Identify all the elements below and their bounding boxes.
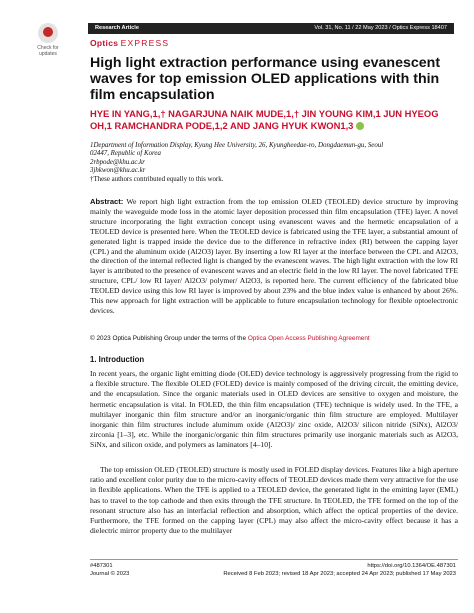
article-number: #487301 — [90, 563, 113, 569]
check-for-updates-badge[interactable] — [30, 23, 66, 75]
article-type-label: Research Article — [95, 25, 139, 31]
intro-paragraph: The top emission OLED (TEOLED) structure is mostly used in FOLED display devices. Features like a high aperture ratio and excellent color purity due to the micro-cavity effects of TEOLED devices made them very attractive for the use in flexible applications. When the TFE is applied to a TEOLED device, the generated light in the emitting layer (EML) has to travel to the top cathode and then exits through the TFE structure. In TEOLED, the TFE formed on the top of the resonant structure also has an interfacial reflection and absorption, which affect the optical properties of the device. Furthermore, the TFE formed on the capping layer (CPL) may also affect the micro-cavity effect because it has a dielectric mirror property due to the multilayer — [90, 465, 458, 536]
author-list — [90, 108, 462, 132]
publication-dates: Received 8 Feb 2023; revised 18 Apr 2023; accepted 24 Apr 2023; published 17 May 2023 — [223, 571, 456, 577]
open-access-link[interactable]: Optica Open Access Publishing Agreement — [247, 335, 370, 342]
affiliation-line: 02447, Republic of Korea — [90, 150, 161, 157]
article-header-bar — [88, 23, 454, 34]
footer-divider — [90, 559, 458, 560]
equal-contribution-note: †These authors contributed equally to this work. — [90, 176, 224, 183]
affiliation-email[interactable]: 3jhkwon@khu.ac.kr — [90, 167, 146, 174]
badge-text: Check for updates — [37, 45, 59, 57]
authors-text: HYE IN YANG,1,† NAGARJUNA NAIK MUDE,1,† JIN YOUNG KIM,1 JUN HYEOG OH,1 RAMCHANDRA PODE,1,2 AND JANG HYUK KWON1,3 — [90, 108, 439, 131]
abstract-text: We report high light extraction from the top emission OLED (TEOLED) device structure by improving mainly the waveguide mode loss in the atomic layer deposition processed thin film encapsulation (TFE) layer. A novel structure incorporating the light extraction concept using evanescent waves and the hermetic encapsulation of a TEOLED device is presented here. When the TEOLED device is fabricated using the TFE layer, a substantial amount of generated light is trapped inside the device due to the difference in refractive index (RI) between the capping layer (CPL) and the aluminum oxide (Al2O3) layer. By inserting a low RI layer at the interface between the CPL and Al2O3, the direction of the internal reflected light is changed by the evanescent waves. The high light extraction with the low RI layer is attributed to the presence of evanescent waves and an electric field in the low RI layer. The novel fabricated TFE structure, CPL/ low RI layer/ Al2O3/ polymer/ Al2O3, is reported here. The current efficiency of the fabricated blue TEOLED device using this low RI layer is improved by about 23% and the blue index value is enhanced by about 26%. This new approach for light extraction will be applicable to future encapsulation technology for flexible optoelectronic devices. — [90, 197, 458, 315]
footer-right — [223, 562, 456, 578]
copyright-text: © 2023 Optica Publishing Group under the terms of the — [90, 335, 247, 342]
logo-express: EXPRESS — [120, 38, 170, 48]
logo-optics: Optics — [90, 38, 119, 48]
footer-left — [90, 562, 129, 578]
citation-line: Vol. 31, No. 11 / 22 May 2023 / Optics Express 18407 — [314, 25, 447, 31]
copyright-line — [90, 335, 458, 342]
journal-logo — [90, 38, 169, 48]
section-heading: 1. Introduction — [90, 355, 145, 364]
update-icon — [38, 23, 58, 43]
doi-link[interactable]: https://doi.org/10.1364/OE.487301 — [367, 563, 456, 569]
journal-copyright: Journal © 2023 — [90, 571, 130, 577]
orcid-icon[interactable] — [356, 122, 364, 130]
affiliation-email[interactable]: 2rbpode@khu.ac.kr — [90, 159, 145, 166]
intro-paragraph: In recent years, the organic light emitting diode (OLED) device technology is aggressively progressing from the rigid to a flexible structure. The flexible OLED (FOLED) device is mainly composed of the driving circuit, the emitting device, and the encapsulation. Since the organic materials used in OLED devices are sensitive to oxygen and moisture, the hermetic encapsulation is vital. In FOLED, the thin film encapsulation (TFE) technique is widely used. In the TFE, a multilayer inorganic thin film structure and/or an inorganic/organic thin film structure are employed. Multilayer inorganic thin film structures include aluminum oxide (Al2O3)/ zinc oxide, Al2O3/ silicon nitride (SiNx), Al2O3/ zirconia [1–3], etc. While the inorganic/organic thin film structures primarily use inorganic materials such as Al2O3, SiNx, and silicon oxide, and polymers as laminators [4–10]. — [90, 369, 458, 450]
article-title: High light extraction performance using evanescent waves for top emission OLED applications with thin film encapsulation — [90, 55, 441, 103]
affiliation-line: 1Department of Information Display, Kyung Hee University, 26, Kyungheedae-ro, Dongdaemun-gu, Seoul — [90, 142, 384, 149]
abstract-label: Abstract: — [90, 197, 124, 206]
abstract — [90, 197, 458, 316]
